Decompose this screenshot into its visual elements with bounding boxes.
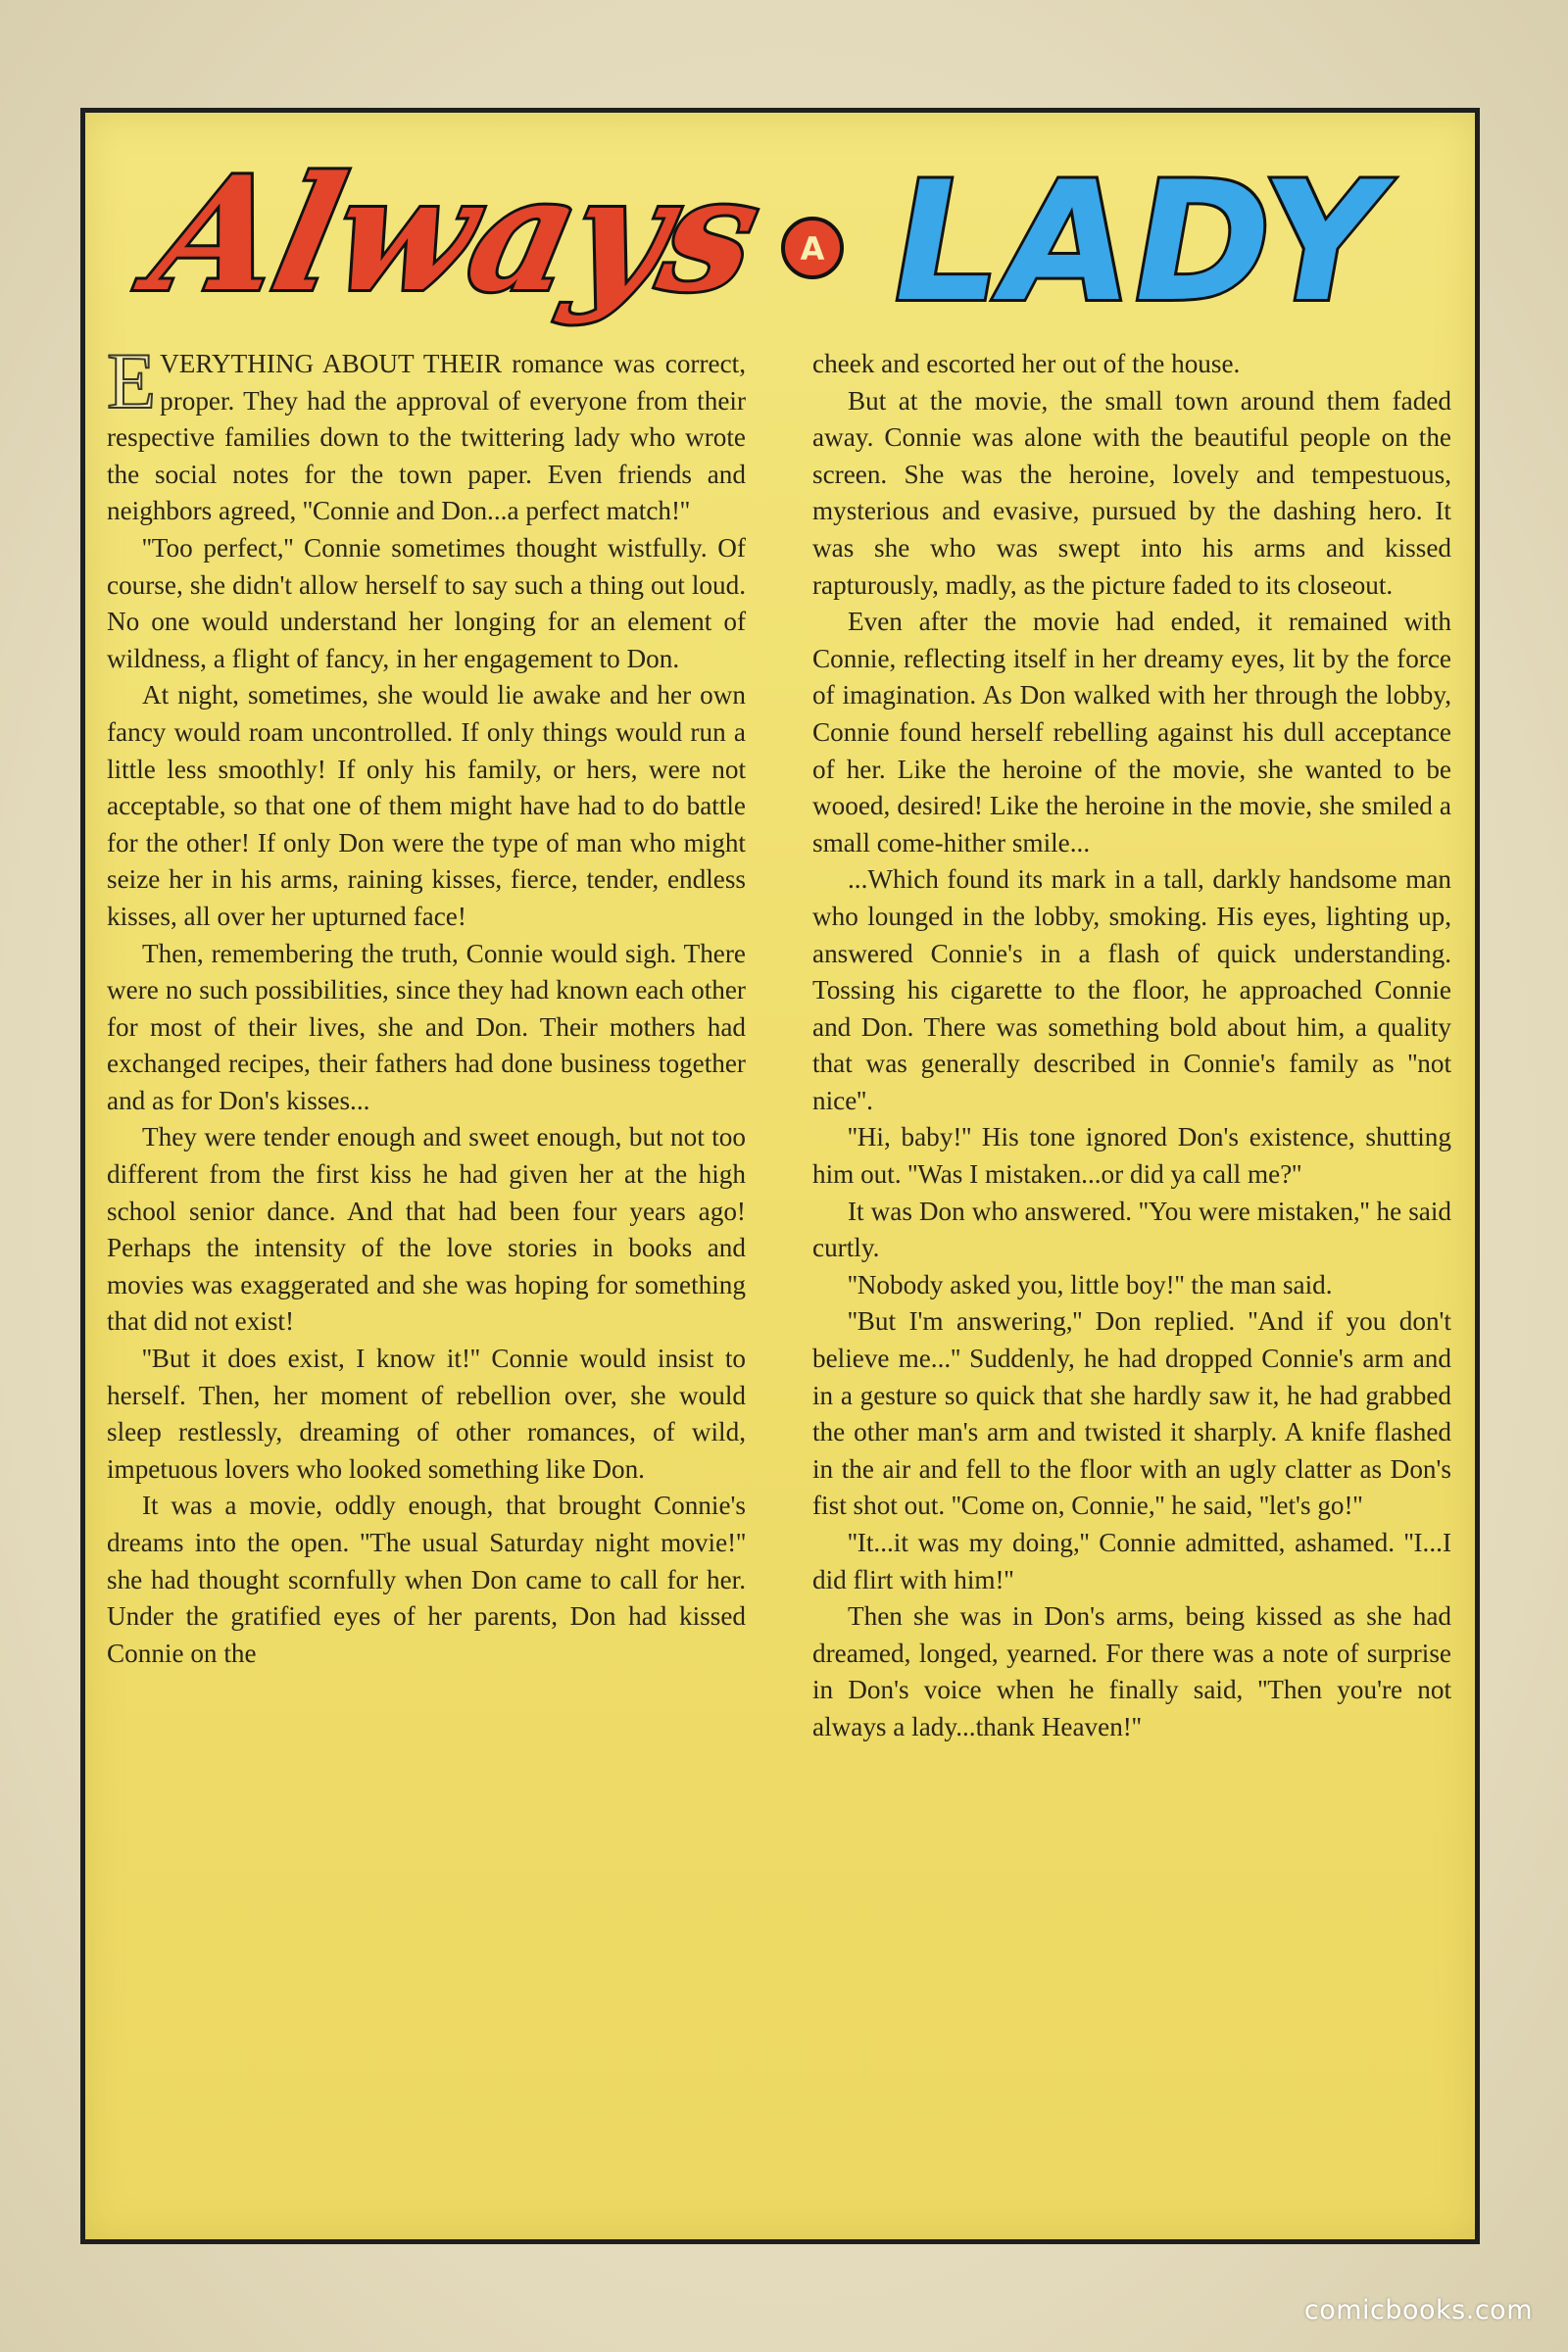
paragraph-text: But at the movie, the small town around them faded away. Connie was alone with the beautiful people on the screen. She was the heroine, lovely and tempestuous, mysterious and evasive, pursued by the dashing hero. It was she who was swept into his arms and kissed rapturously, madly, as the picture faded to its closeout. bbox=[812, 385, 1451, 600]
story-column-right bbox=[812, 346, 1451, 1746]
paragraph-text: ''Hi, baby!'' His tone ignored Don's existence, shutting him out. ''Was I mistaken...or did ya call me?'' bbox=[812, 1122, 1451, 1190]
story-paragraph bbox=[107, 1119, 746, 1341]
title-word-always: Always bbox=[137, 142, 774, 327]
paragraph-text: It was a movie, oddly enough, that brought Connie's dreams into the open. ''The usual Saturday night movie!'' she had thought scornfully when Don came to call for her. Under the gratified eyes of her parents, Don had kissed Connie on the bbox=[107, 1491, 746, 1668]
story-paragraph bbox=[812, 383, 1451, 605]
paragraph-text: ''But it does exist, I know it!'' Connie would insist to herself. Then, her moment of rebellion over, she would sleep restlessly, dreaming of other romances, of wild, impetuous lovers who looked something like Don. bbox=[107, 1344, 746, 1484]
title-logo bbox=[85, 113, 1475, 338]
paragraph-text: ''It...it was my doing,'' Connie admitted, ashamed. ''I...I did flirt with him!'' bbox=[812, 1528, 1451, 1594]
story-paragraph bbox=[812, 1267, 1451, 1304]
paragraph-text: ''But I'm answering,'' Don replied. ''And if you don't believe me...'' Suddenly, he had dropped Connie's arm and in a gesture so quick that she hardly saw it, he had grabbed the other man's arm and twisted it sharply. A knife flashed in the air and fell to the floor with an ugly clatter as Don's fist shot out. ''Come on, Connie,'' he said, ''let's go!'' bbox=[812, 1306, 1451, 1521]
paragraph-text: They were tender enough and sweet enough, but not too different from the first kiss he had given her at the high school senior dance. And that had been four years ago! Perhaps the intensity of the love stories in books and movies was exaggerated and she was hoping for something that did not exist! bbox=[107, 1122, 746, 1337]
paragraph-text: Then she was in Don's arms, being kissed as she had dreamed, longed, yearned. For there was a note of surprise in Don's voice when he finally said, ''Then you're not always a lady...thank Heaven!'' bbox=[812, 1601, 1451, 1741]
story-paragraph bbox=[107, 1341, 746, 1488]
paragraph-text: At night, sometimes, she would lie awake and her own fancy would roam uncontrolled. If only things would run a little less smoothly! If only his family, or hers, were not acceptable, so that one of them might have had to do battle for the other! If only Don were the type of man who might seize her in his arms, raining kisses, fierce, tender, endless kisses, all over her upturned face! bbox=[107, 680, 746, 931]
title-word-lady: LADY bbox=[876, 146, 1402, 338]
story-paragraph bbox=[812, 604, 1451, 861]
story-paragraph bbox=[812, 1194, 1451, 1267]
watermark: comicbooks.com bbox=[1303, 2295, 1533, 2326]
story-paragraph bbox=[812, 1598, 1451, 1745]
story-paragraph bbox=[107, 1488, 746, 1672]
story-panel bbox=[80, 108, 1480, 2244]
paragraph-text: VERYTHING ABOUT THEIR romance was correct, proper. They had the approval of everyone from their respective families down to the twittering lady who wrote the social notes for the town paper. Even friends and neighbors agreed, ''Connie and Don...a perfect match!'' bbox=[107, 349, 746, 526]
paragraph-text: cheek and escorted her out of the house. bbox=[812, 349, 1241, 378]
story-paragraph bbox=[107, 530, 746, 677]
story-paragraph bbox=[812, 1525, 1451, 1598]
paragraph-text: ''Nobody asked you, little boy!'' the man said. bbox=[848, 1269, 1333, 1299]
story-paragraph bbox=[812, 861, 1451, 1119]
story-paragraph bbox=[812, 346, 1451, 383]
story-title bbox=[85, 113, 1475, 338]
story-column-left bbox=[107, 336, 746, 1672]
paragraph-text: It was Don who answered. ''You were mistaken,'' he said curtly. bbox=[812, 1196, 1451, 1263]
story-paragraph bbox=[812, 1119, 1451, 1193]
story-paragraph bbox=[107, 336, 746, 530]
story-paragraph bbox=[107, 936, 746, 1120]
drop-cap: E bbox=[107, 336, 157, 425]
paragraph-text: Then, remembering the truth, Connie would sigh. There were no such possibilities, since they had known each other for most of their lives, she and Don. Their mothers had exchanged recipes, their fathers had done business together and as for Don's kisses... bbox=[107, 938, 746, 1115]
story-paragraph bbox=[107, 677, 746, 935]
paragraph-text: ''Too perfect,'' Connie sometimes thought wistfully. Of course, she didn't allow herself to say such a thing out loud. No one would understand her longing for an element of wildness, a flight of fancy, in her engagement to Don. bbox=[107, 532, 746, 673]
paragraph-text: ...Which found its mark in a tall, darkly handsome man who lounged in the lobby, smoking. His eyes, lighting up, answered Connie's in a flash of quick understanding. Tossing his cigarette to the floor, he approached Connie and Don. There was something bold about him, a quality that was generally described in Connie's family as ''not nice''. bbox=[812, 864, 1451, 1115]
story-paragraph bbox=[812, 1303, 1451, 1525]
title-connector: A bbox=[800, 230, 825, 268]
paragraph-text: Even after the movie had ended, it remained with Connie, reflecting itself in her dreamy eyes, lit by the force of imagination. As Don walked with her through the lobby, Connie found herself rebelling against his dull acceptance of her. Like the heroine of the movie, she wanted to be wooed, desired! Like the heroine in the movie, she smiled a small come-hither smile... bbox=[812, 607, 1451, 858]
